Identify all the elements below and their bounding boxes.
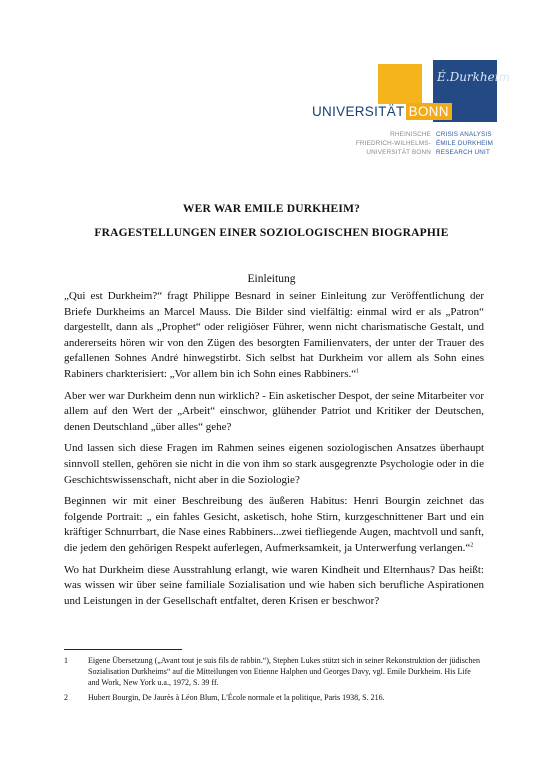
footnote-number: 2	[64, 692, 68, 702]
paragraph: Und lassen sich diese Fragen im Rahmen seines eigenen soziologischen Ansatzes überhaupt sinnvoll stellen, gehören sie nicht in die von ihm so stark ausgegrenzte Psychologie oder in die Geschichtswissenschaft, nicht aber in die Soziologie?	[64, 442, 484, 486]
paragraph: „Qui est Durkheim?“ fragt Philippe Besnard in seiner Einleitung zur Veröffentlichung der Briefe Durkheims an Marcel Mauss. Die Bilder sind vielfältig: einmal wird er als „Patron“ dargestellt, dann als „Prophet“ oder religiöser Führer, wenn nicht charismatische Gestalt, und andererseits hören wir von den Zügen des besorgten Familienvaters, der unter der Trauer des gefallenen Sohnes André hinwegstirbt. Sich selbst hat Durkheim vor allem als Sohn eines Rabiners charkterisiert: „Vor allem bin ich Sohn eines Rabbiners.“$^1$	[64, 290, 484, 380]
paragraph: Wo hat Durkheim diese Ausstrahlung erlangt, wie waren Kindheit und Elternhaus? Das heißt: was wissen wir über seine familiale Sozialisation und wie haben sich berufliche Aspirationen und Leistungen in der Gesellschaft entfaltet, deren Krisen er beschwor?	[64, 563, 484, 607]
page-header	[0, 0, 543, 170]
footnote-text: Eigene Übersetzung („Avant tout je suis fils de rabbin.“), Stephen Lukes stützt sich in seiner Rekonstruktion der jüdischen Sozialisation Durkheims“ auf die Mitteilungen von Etienne Halphen und Georges Davy, vgl. Emile Durkheim. His Life and Work, New York u.a., 1972, S. 39 ff.	[88, 656, 480, 688]
footnote	[64, 692, 484, 703]
document-subtitle: FRAGESTELLUNGEN EINER SOZIOLOGISCHEN BIOGRAPHIE	[94, 227, 449, 239]
logo-square-yellow	[378, 64, 422, 104]
university-logo-bonn: BONN	[406, 103, 452, 120]
footnote-ref[interactable]: 2	[470, 542, 474, 549]
university-logo-text: UNIVERSITÄT	[312, 104, 405, 119]
footnote-divider	[64, 649, 182, 650]
document-title: WER WAR EMILE DURKHEIM?	[182, 203, 361, 215]
body-text	[64, 289, 484, 615]
paragraph: Aber wer war Durkheim denn nun wirklich? - Ein asketischer Despot, der seine Mitarbeiter vor allem auf den Wert der „Arbeit“ einschwor, glühender Patriot und Kritiker der Deutschen, denen Deutschland „über alles“ gehe?	[64, 389, 484, 433]
university-subtitle: RHEINISCHE FRIEDRICH-WILHELMS- UNIVERSITÄT BONN	[355, 131, 431, 156]
durkheim-signature: É.Durkheim	[437, 70, 510, 84]
footnote-ref[interactable]: 1	[356, 368, 360, 375]
paragraph: Beginnen wir mit einer Beschreibung des äußeren Habitus: Henri Bourgin zeichnet das folgende Portrait: „ ein fahles Gesicht, asketisch, hohe Stirn, kurzgeschnittener Bart und ein kräftiger Schnurrbart, die Nase eines Rabbiners...zwei tiefliegende Augen, machtvoll und sanft, die jedem den gehörigen Respekt auferlegen, Aufmerksamkeit, ja Unterwerfung verlangen.“$^2$	[64, 495, 484, 554]
research-unit-subtitle: CRISIS ANALYSIS ÉMILE DURKHEIM RESEARCH UNIT	[436, 131, 494, 156]
footnotes	[64, 655, 484, 706]
footnote-text: Hubert Bourgin, De Jaurès à Léon Blum, L'École normale et la politique, Paris 1938, S. 216.	[88, 692, 385, 702]
section-heading: Einleitung	[247, 273, 296, 285]
university-logo	[312, 104, 452, 120]
footnote	[64, 655, 484, 689]
footnote-number: 1	[64, 656, 68, 665]
